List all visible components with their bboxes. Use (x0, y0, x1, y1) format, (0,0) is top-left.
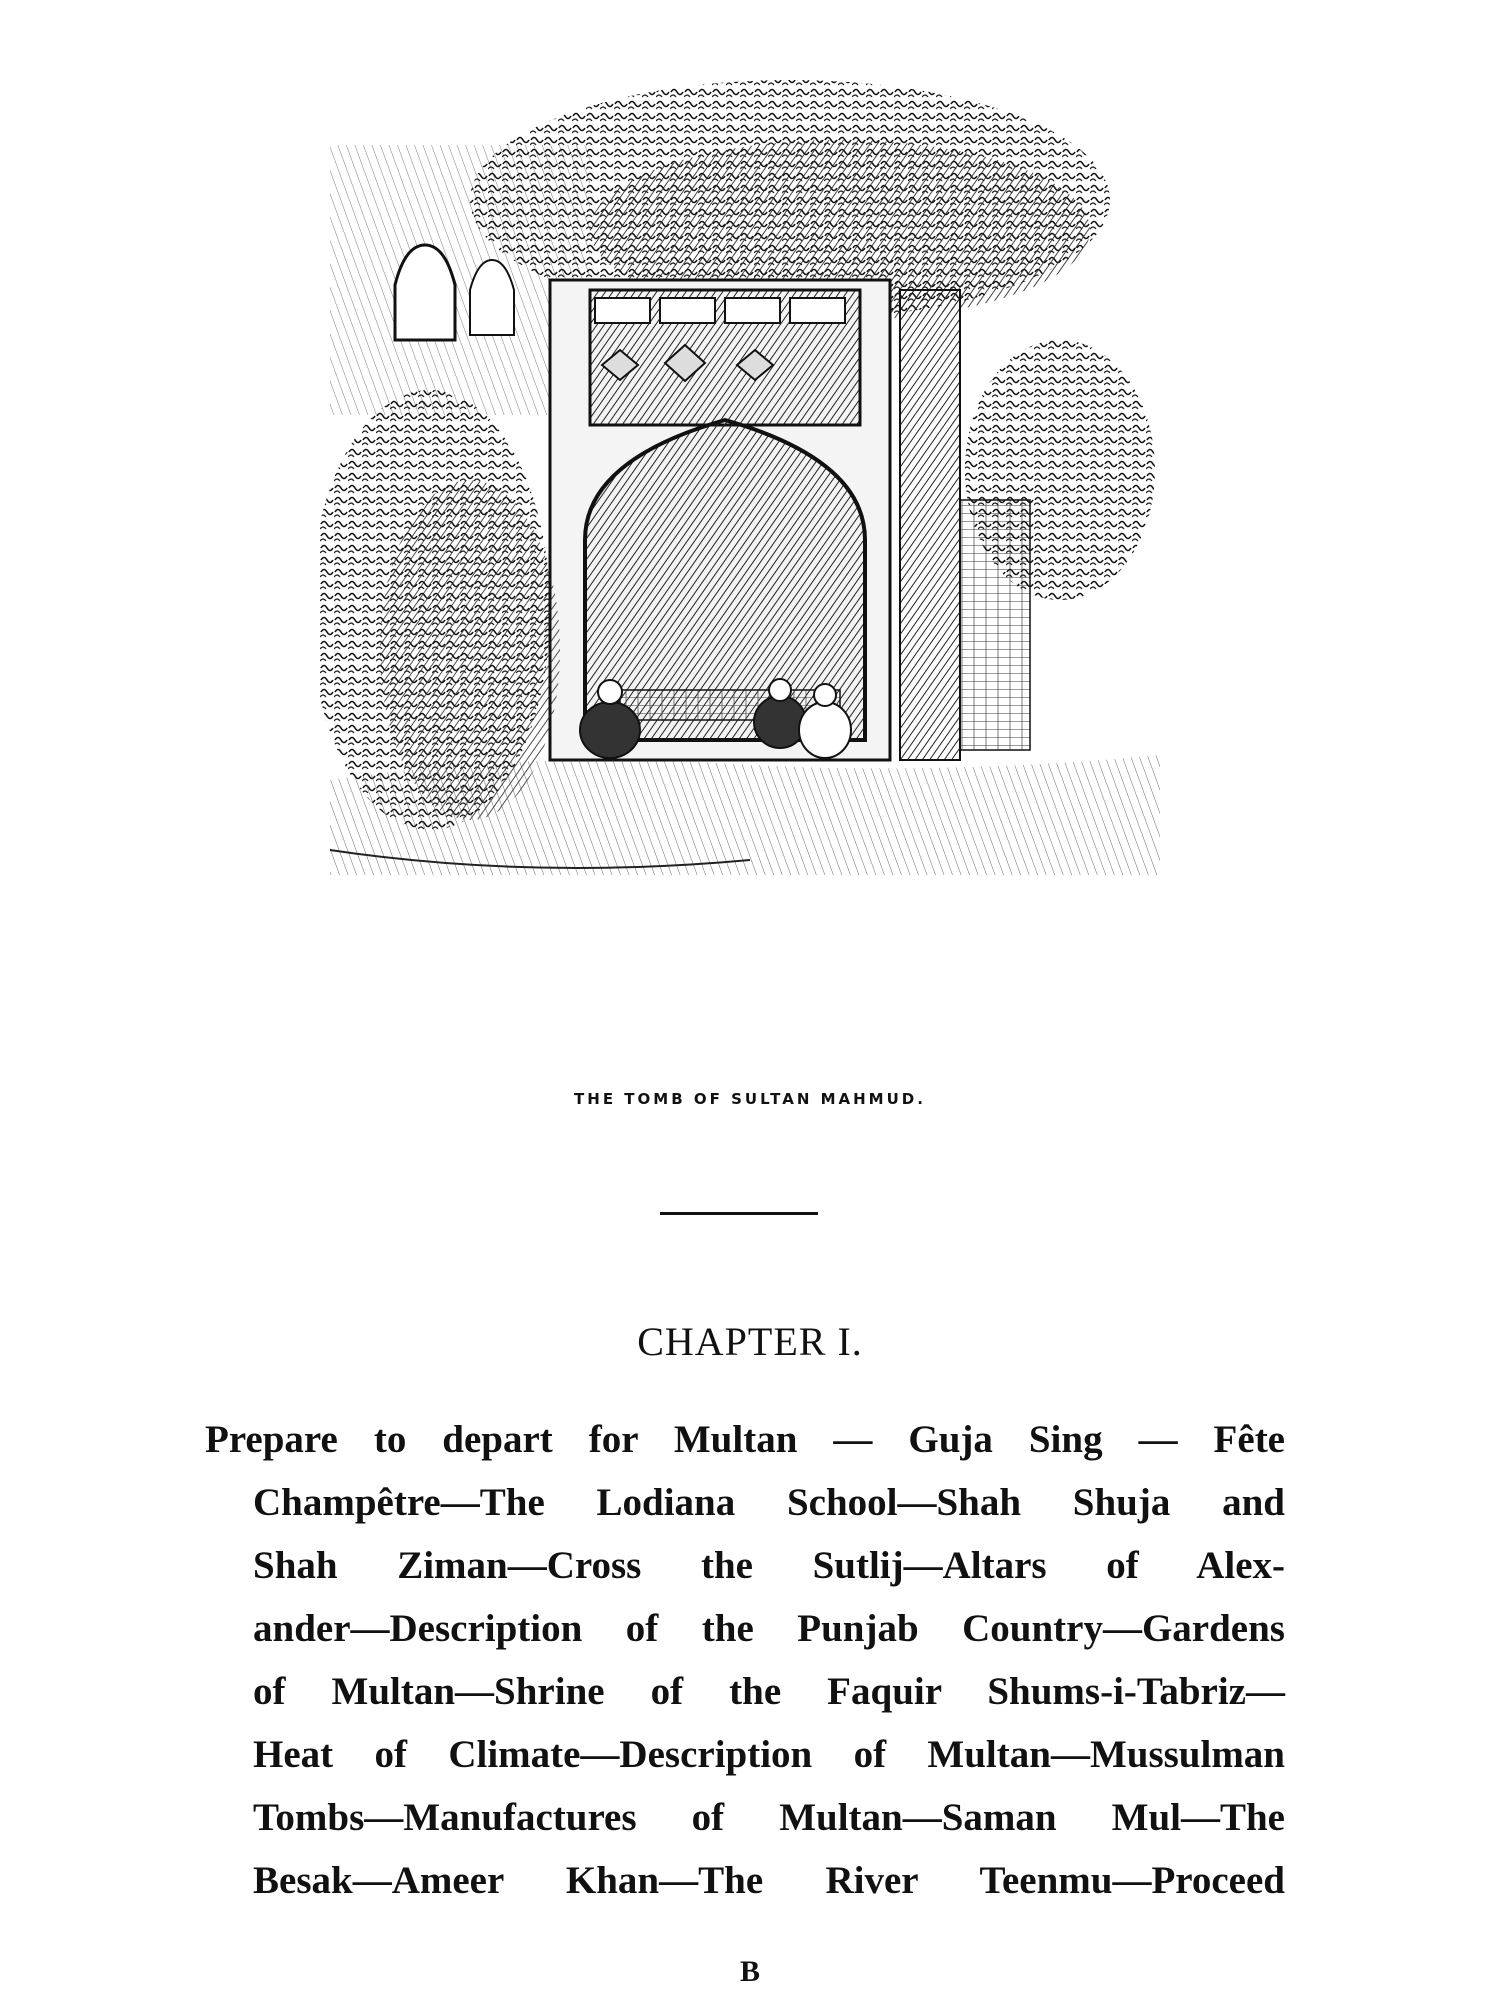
summary-line: Heat of Climate—Description of Multan—Mussulman (253, 1733, 1285, 1776)
summary-line: Champêtre—The Lodiana School—Shah Shuja and (253, 1481, 1285, 1524)
tomb-engraving-illustration (320, 50, 1180, 1070)
chapter-heading: CHAPTER I. (637, 1319, 863, 1364)
chapter-summary (205, 1408, 1285, 1912)
signature-mark: B (739, 1955, 760, 1988)
summary-line: Tombs—Manufactures of Multan—Saman Mul—The (253, 1796, 1285, 1839)
illustration-caption: THE TOMB OF SULTAN MAHMUD. (574, 1090, 926, 1108)
summary-line: Prepare to depart for Multan — Guja Sing — Fête (205, 1418, 1285, 1461)
summary-line: ander—Description of the Punjab Country—Gardens (253, 1607, 1285, 1650)
section-rule (660, 1212, 818, 1215)
arched-window (395, 245, 455, 340)
summary-line: Besak—Ameer Khan—The River Teenmu—Proceed (253, 1859, 1285, 1902)
summary-line: of Multan—Shrine of the Faquir Shums-i-Tabriz— (253, 1670, 1285, 1713)
summary-line: Shah Ziman—Cross the Sutlij—Altars of Alex- (253, 1544, 1285, 1587)
